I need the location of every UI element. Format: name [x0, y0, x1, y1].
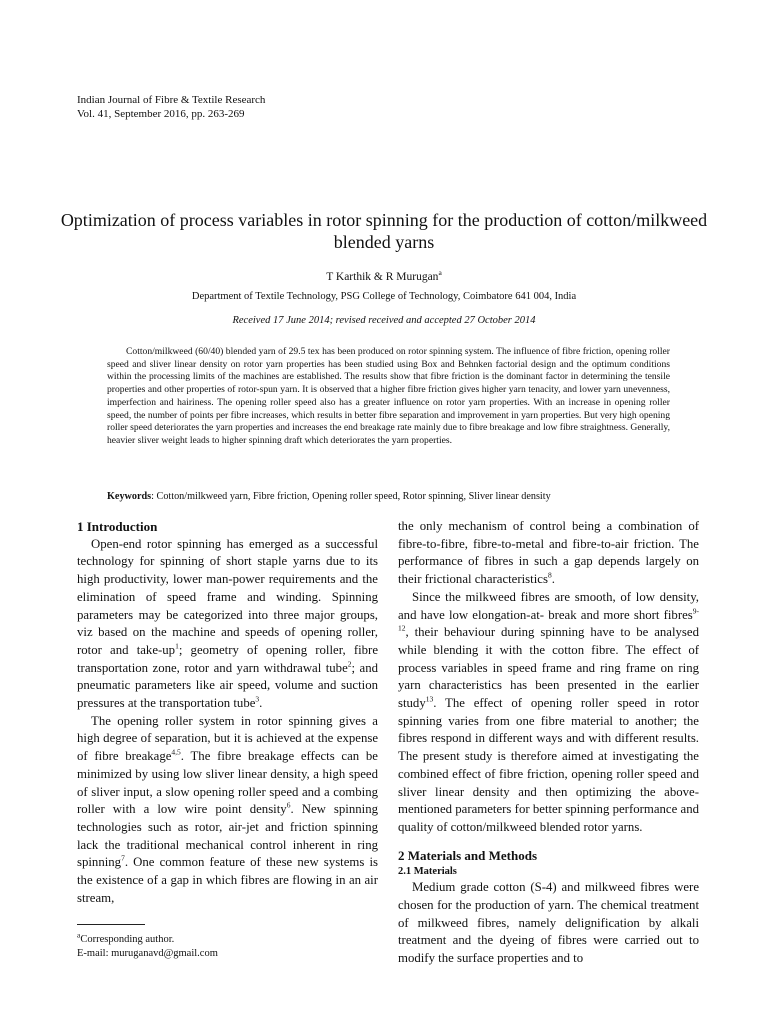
- materials-paragraph-1: Medium grade cotton (S-4) and milkweed fibres were chosen for the production of yarn. The chemical treatment of milkweed fibres, namely delignification by alkali treatment and the dyeing of fibres were carried out to modify the surface properties and to: [398, 880, 699, 966]
- intro-paragraph-2-continued: the only mechanism of control being a combination of fibre-to-fibre, fibre-to-metal and fibre-to-air friction. The performance of fibres in such a gap depends largely on their frictional characteristics$^8$.: [398, 519, 699, 587]
- intro-paragraph-2: The opening roller system in rotor spinning gives a high degree of separation, but it is achieved at the expense of fibre breakage$^{4,5}$. The fibre breakage effects can be minimized by using low sliver linear density, a high speed of sliver input, a slow opening roller speed and a combing roller with a low wire point density$^6$. New spinning technologies such as rotor, air-jet and friction spinning lack the traditional mechanical control inherent in ring spinning$^7$. One common feature of these new systems is the existence of a gap in which fibres are flowing in an air stream,: [77, 713, 379, 905]
- footnote-corresponding: $^a$Corresponding author.: [77, 930, 175, 945]
- keywords-text: : Cotton/milkweed yarn, Fibre friction, Opening roller speed, Rotor spinning, Sliver linear density: [151, 491, 551, 502]
- journal-header: [77, 94, 265, 121]
- keywords: [107, 491, 670, 502]
- footnote: [77, 930, 218, 961]
- footnote-rule: [77, 924, 145, 925]
- author-line: [0, 268, 768, 283]
- subsection-heading-materials: 2.1 Materials: [398, 866, 457, 878]
- article-title: Optimization of process variables in rotor spinning for the production of cotton/milkweed blended yarns: [60, 210, 708, 252]
- journal-name: Indian Journal of Fibre & Textile Research: [77, 94, 266, 106]
- footnote-email: E-mail: muruganavd@gmail.com: [77, 948, 218, 959]
- author-names: T Karthik & R Murugan: [326, 271, 439, 283]
- received-dates: Received 17 June 2014; revised received and accepted 27 October 2014: [232, 315, 536, 326]
- section-heading-materials-methods: 2 Materials and Methods: [398, 847, 538, 863]
- affiliation: Department of Textile Technology, PSG College of Technology, Coimbatore 641 004, India: [191, 291, 577, 302]
- abstract: Cotton/milkweed (60/40) blended yarn of 29.5 tex has been produced on rotor spinning system. The influence of fibre friction, opening roller speed and sliver linear density on rotor yarn properties has been studied using Box and Behnken factorial design and the optimum conditions within the processing limits of the machines are established. The results show that fibre friction is the dominant factor in determining the tensile properties and other properties of rotor-spun yarn. It is observed that a higher fibre friction gives higher yarn tenacity, and lower yarn unevenness, imperfection and hairiness. The opening roller speed also has a greater influence on rotor yarn properties. With an increase in opening roller speed, the number of points per fibre increases, which results in better fibre separation and improvement in yarn properties. But very high opening roller speed deteriorates the yarn properties and increases the end breakage rate mainly due to fibre breakage and low fibre straightness. Generally, heavier sliver weight leads to higher spinning draft which deteriorates the yarn properties.: [107, 346, 670, 446]
- corresponding-mark: a: [438, 268, 442, 278]
- right-column: [398, 518, 699, 968]
- journal-volume: Vol. 41, September 2016, pp. 263-269: [77, 107, 245, 120]
- left-column: [77, 518, 378, 907]
- intro-paragraph-3: Since the milkweed fibres are smooth, of low density, and have low elongation-at- break and more short fibres$^{9-12}$, their behaviour during spinning have to be analysed while blending it with the cotton fibre. The effect of process variables in speed frame and ring frame on ring yarn characteristics has been presented in the earlier study$^{13}$. The effect of opening roller speed in rotor spinning varies from one fibre material to another; the fibres respond in different ways and with different results. The present study is therefore aimed at investigating the combined effect of fibre friction, opening roller speed and sliver linear density and then optimizing the above-mentioned parameters for better spinning performance and quality of cotton/milkweed blended rotor yarns.: [398, 589, 699, 834]
- intro-paragraph-1: Open-end rotor spinning has emerged as a successful technology for spinning of short staple yarns due to its high productivity, lower man-power requirements and the elimination of speed frame and winding. Spinning parameters may be categorized into three major groups, viz based on the machine and speeds of opening roller, rotor and take-$up^1$; geometry of opening roller, fibre transportation zone, rotor and yarn withdrawal tube$^2$; and pneumatic parameters like air speed, volume and suction pressures at the transportation tube$^3$.: [77, 536, 379, 711]
- keywords-label: Keywords: [107, 491, 152, 502]
- section-heading-introduction: 1 Introduction: [77, 519, 158, 534]
